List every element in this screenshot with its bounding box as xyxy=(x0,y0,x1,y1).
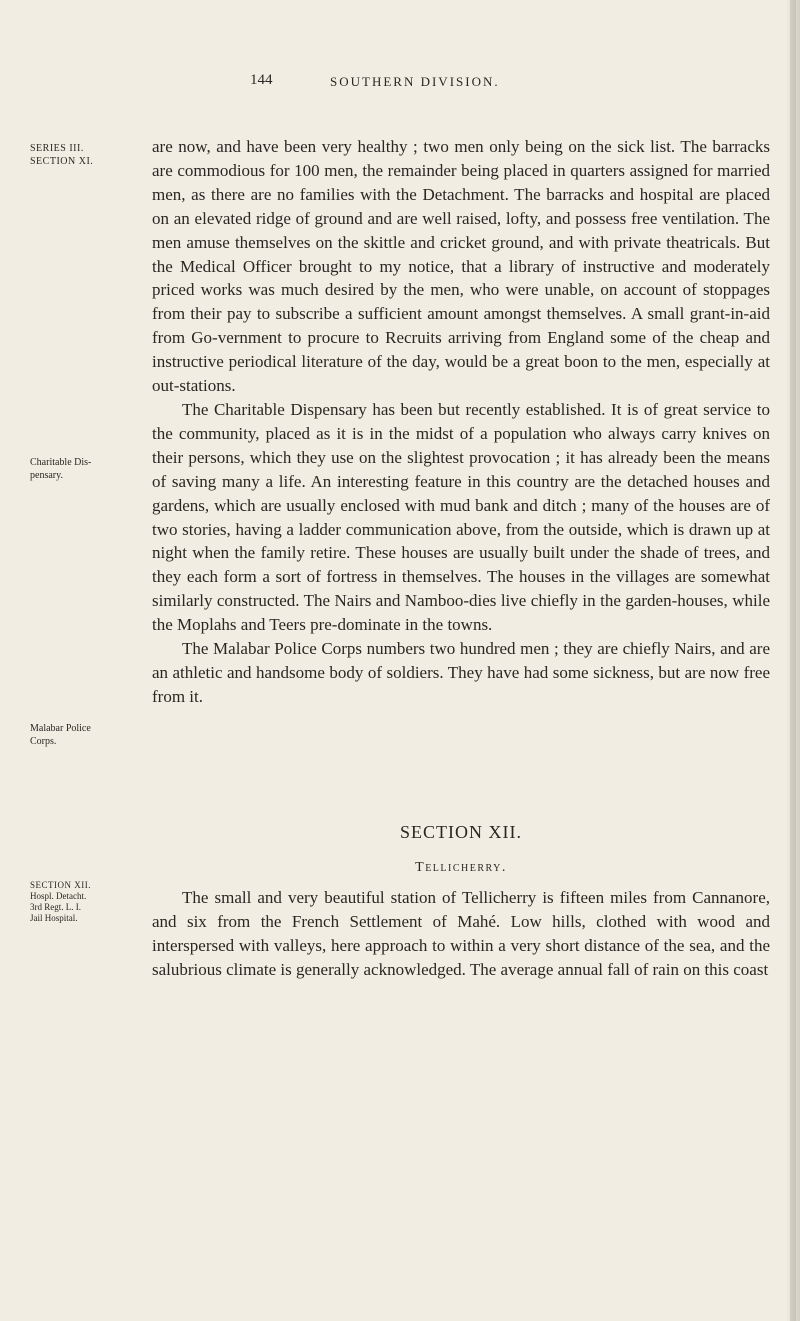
margin-note-line: SERIES III. xyxy=(30,143,84,154)
page-edge-smudge xyxy=(790,0,796,1321)
body-text-lower xyxy=(152,886,770,982)
section-heading: SECTION XII. xyxy=(400,822,522,842)
margin-note-line: Malabar Police xyxy=(30,723,91,734)
margin-note-line: pensary. xyxy=(30,470,63,481)
paragraph-dispensary: The Charitable Dispensary has been but recently established. It is of great service to the community, placed as it is in the midst of a population who always carry knives on their persons, which they use on the slightest provocation ; it has already been the means of saving many a life. An interesting feature in this country are the detached houses and gardens, which are usually enclosed with mud bank and ditch ; many of the houses are of two stories, having a ladder communication above, from the outside, which is drawn up at night when the family retire. These houses are usually built under the shade of trees, and they each form a sort of fortress in themselves. The houses in the villages are somewhat similarly constructed. The Nairs and Namboo-dies live chiefly in the garden-houses, while the Moplahs and Teers pre-dominate in the towns. xyxy=(152,399,770,635)
running-title: SOUTHERN DIVISION. xyxy=(330,74,500,89)
margin-note-line: Charitable Dis- xyxy=(30,457,92,468)
margin-note-line: 3rd Regt. L. I. xyxy=(30,902,81,912)
paragraph-police-corps: The Malabar Police Corps numbers two hundred men ; they are chiefly Nairs, and are an athletic and handsome body of soldiers. They have had some sickness, but are now free from it. xyxy=(152,639,770,706)
margin-note-series xyxy=(30,142,140,168)
margin-note-section12 xyxy=(30,880,140,924)
margin-note-line: SECTION XII. xyxy=(30,880,91,890)
margin-note-charitable xyxy=(30,456,140,482)
margin-note-malabar xyxy=(30,722,140,748)
body-text-upper xyxy=(152,135,770,709)
paragraph-tellicherry: The small and very beautiful station of Tellicherry is fifteen miles from Cannanore, and six from the French Settlement of Mahé. Low hills, clothed with wood and interspersed with valleys, here approach to within a very short distance of the sea, and the salubrious climate is generally acknowledged. The average annual fall of rain on this coast xyxy=(152,888,770,979)
page-number: 144 xyxy=(250,72,273,88)
margin-note-line: Jail Hospital. xyxy=(30,913,78,923)
margin-note-line: SECTION XI. xyxy=(30,156,94,167)
paragraph-barracks: are now, and have been very healthy ; two men only being on the sick list. The barracks are commodious for 100 men, the remainder being placed in quarters assigned for married men, as there are no families with the Detachment. The barracks and hospital are placed on an elevated ridge of ground and are well raised, lofty, and possess free ventilation. The men amuse themselves on the skittle and cricket ground, and with private theatricals. But the Medical Officer brought to my notice, that a library of instructive and moderately priced works was much desired by the men, who were unable, on account of stoppages from their pay to subscribe a sufficient amount amongst themselves. A small grant-in-aid from Go-vernment to procure to Recruits arriving from England some of the cheap and instructive periodical literature of the day, would be a great boon to the men, especially at out-stations. xyxy=(152,137,770,396)
margin-note-line: Hospl. Detacht. xyxy=(30,891,87,901)
margin-note-line: Corps. xyxy=(30,736,57,747)
place-heading: Tellicherry. xyxy=(415,860,507,875)
